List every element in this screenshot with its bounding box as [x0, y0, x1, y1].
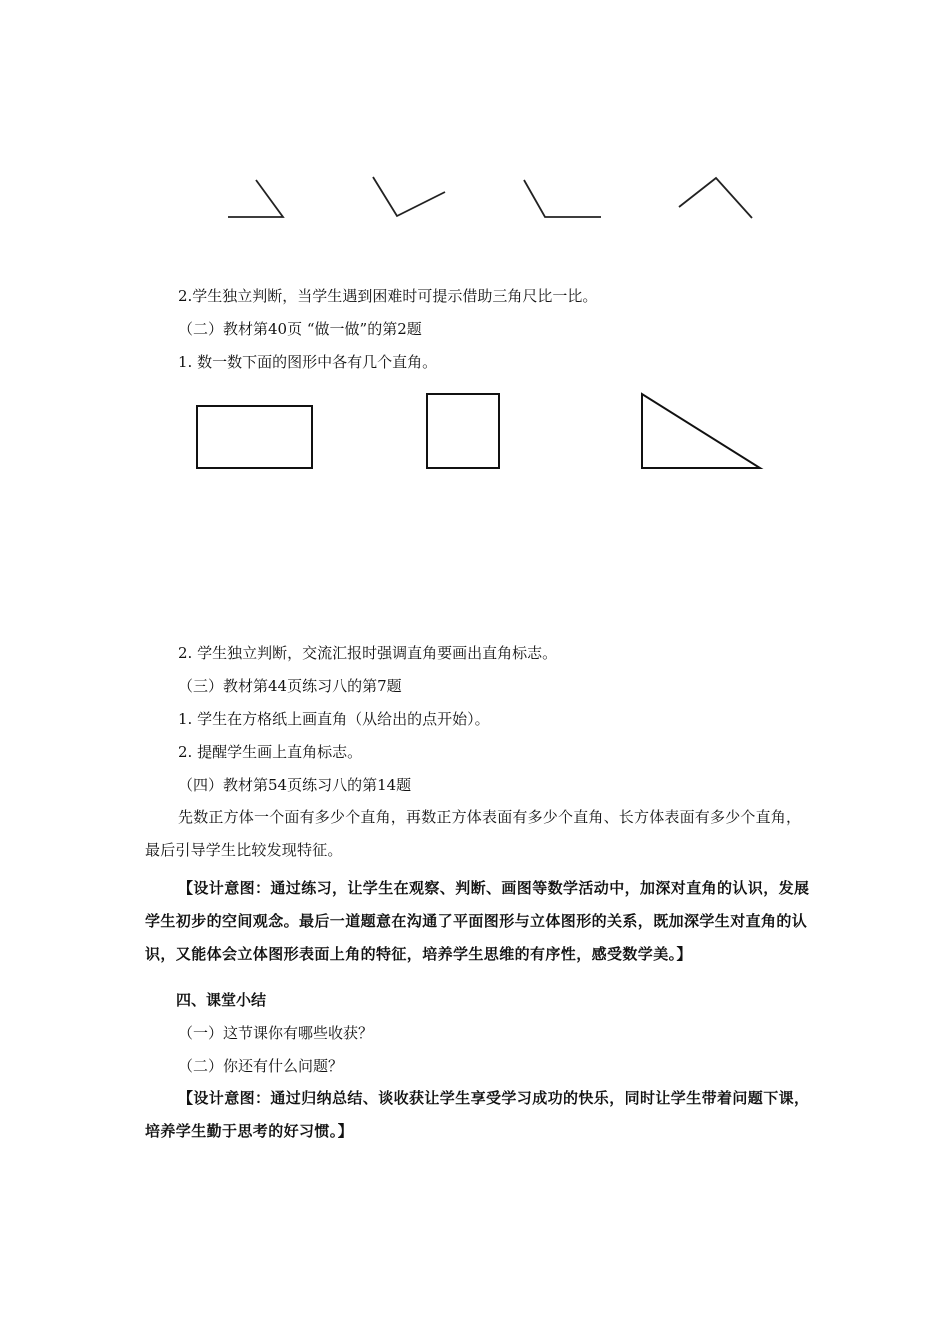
- angle-figures: [0, 165, 950, 235]
- angle-figure-3: [524, 180, 601, 217]
- text-line: （二）教材第40页 “做一做”的第2题: [178, 320, 422, 338]
- text-line: （四）教材第54页练习八的第14题: [178, 776, 412, 794]
- text-line: 2.学生独立判断，当学生遇到困难时可提示借助三角尺比一比。: [178, 287, 598, 305]
- text-line: 2. 学生独立判断，交流汇报时强调直角要画出直角标志。: [178, 644, 558, 662]
- right-triangle-figure: [642, 394, 760, 468]
- rectangle-figure: [197, 406, 312, 468]
- angle-figure-4: [679, 178, 752, 218]
- paragraph: [0, 801, 950, 867]
- paragraph-text: 先数正方体一个面有多少个直角，再数正方体表面有多少个直角、长方体表面有多少个直角，最后引导学生比较发现特征。: [145, 808, 802, 859]
- design-intent-text: 【设计意图：通过练习，让学生在观察、判断、画图等数学活动中，加深对直角的认识，发展学生初步的空间观念。最后一道题意在沟通了平面图形与立体图形的关系，既加深学生对直角的认识，又能体会立体图形表面上角的特征，培养学生思维的有序性，感受数学美。】: [145, 879, 810, 963]
- square-figure: [427, 394, 499, 468]
- text-line: 1. 数一数下面的图形中各有几个直角。: [178, 353, 438, 371]
- text-line: （一）这节课你有哪些收获？: [178, 1024, 374, 1042]
- section-heading: 四、课堂小结: [176, 991, 267, 1009]
- angles-svg: [0, 165, 950, 235]
- design-intent-text: 【设计意图：通过归纳总结、谈收获让学生享受学习成功的快乐，同时让学生带着问题下课，培养学生勤于思考的好习惯。】: [145, 1089, 810, 1140]
- text-line: （三）教材第44页练习八的第7题: [178, 677, 402, 695]
- text-line: 2. 提醒学生画上直角标志。: [178, 743, 363, 761]
- shapes-svg: [0, 385, 950, 485]
- angle-figure-2: [373, 177, 445, 216]
- shape-figures: [0, 385, 950, 485]
- design-intent-2: [0, 1082, 950, 1148]
- design-intent-1: [0, 872, 950, 971]
- angle-figure-1: [228, 180, 283, 217]
- text-line: 1. 学生在方格纸上画直角（从给出的点开始）。: [178, 710, 490, 728]
- text-line: （二）你还有什么问题？: [178, 1057, 344, 1075]
